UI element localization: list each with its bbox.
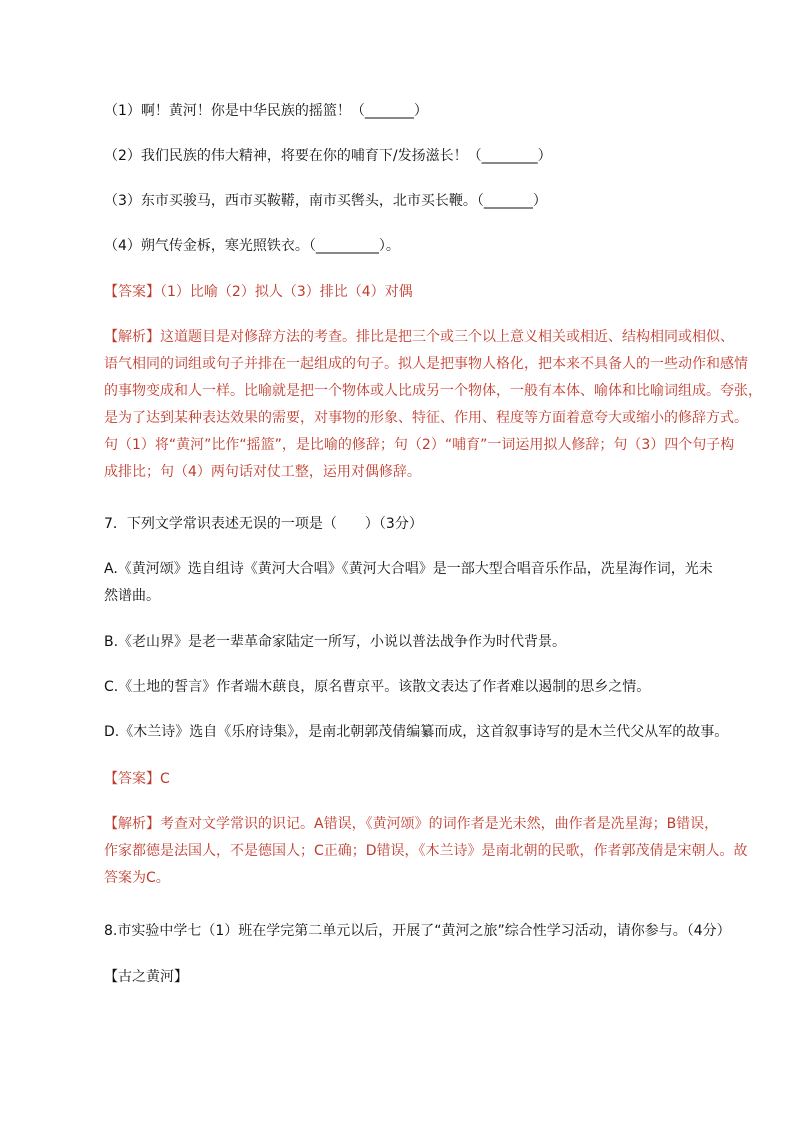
analysis-1-line-6: 成排比；句（4）两句话对仗工整，运用对偶修辞。: [104, 464, 421, 480]
question-8-stem: 8.市实验中学七（1）班在学完第二单元以后，开展了“黄河之旅”综合性学习活动，请你参与。（4分）: [104, 923, 731, 939]
option-b: B.《老山界》是老一辈革命家陆定一所写，小说以普法战争作为时代背景。: [104, 634, 567, 650]
analysis-1-line-5: 句（1）将“黄河”比作“摇篮”，是比喻的修辞；句（2）“哺育”一词运用拟人修辞；句（3）四个句子构: [104, 437, 735, 453]
item-1: （1）啊！黄河！你是中华民族的摇篮！（_______）: [104, 103, 428, 119]
item-3: （3）东市买骏马，西市买鞍鞯，南市买辔头，北市买长鞭。（_______）: [104, 193, 547, 209]
analysis-1-line-2: 语气相同的词组或句子并排在一起组成的句子。拟人是把事物人格化，把本来不具备人的一些动作和感情: [104, 356, 748, 372]
option-d: D.《木兰诗》选自《乐府诗集》，是南北朝郭茂倩编纂而成，这首叙事诗写的是木兰代父从军的故事。: [104, 724, 729, 740]
section-heading: 【古之黄河】: [104, 969, 188, 985]
analysis-1-line-1: 【解析】这道题目是对修辞方法的考查。排比是把三个或三个以上意义相关或相近、结构相同或相似、: [104, 329, 734, 345]
item-2: （2）我们民族的伟大精神，将要在你的哺育下/发扬滋长！（________）: [104, 148, 552, 164]
answer-2-tag: 【答案】: [104, 771, 160, 787]
analysis-2-tag: 【解析】: [104, 816, 160, 832]
analysis-2-line-3: 答案为C。: [104, 870, 170, 886]
question-7-stem: 7．下列文学常识表述无误的一项是（ ）（3分）: [104, 516, 423, 532]
answer-2: [104, 769, 170, 789]
answer-2-text: C: [160, 771, 170, 787]
analysis-1-line-3: 的事物变成和人一样。比喻就是把一个物体或人比成另一个物体，一般有本体、喻体和比喻词组成。夸张，: [104, 383, 762, 399]
item-4: （4）朔气传金柝，寒光照铁衣。（_________）。: [104, 238, 400, 254]
answer-1: [104, 282, 413, 302]
answer-1-text: （1）比喻（2）拟人（3）排比（4）对偶: [160, 284, 413, 300]
analysis-2-line-2: 作家都德是法国人，不是德国人；C正确；D错误，《木兰诗》是南北朝的民歌，作者郭茂倩是宋朝人。故: [104, 843, 748, 859]
answer-1-tag: 【答案】: [104, 284, 160, 300]
option-c: C.《土地的誓言》作者端木蕻良，原名曹京平。该散文表达了作者难以遏制的思乡之情。: [104, 679, 651, 695]
analysis-1-line-4: 是为了达到某种表达效果的需要，对事物的形象、特征、作用、程度等方面着意夸大或缩小的修辞方式。: [104, 410, 748, 426]
analysis-1-tag: 【解析】: [104, 329, 160, 345]
option-a-line-2: 然谱曲。: [104, 588, 160, 604]
analysis-2-line-1: 【解析】考查对文学常识的识记。A错误，《黄河颂》的词作者是光未然，曲作者是冼星海；B错误，: [104, 816, 719, 832]
option-a-line-1: A.《黄河颂》选自组诗《黄河大合唱》《黄河大合唱》是一部大型合唱音乐作品，冼星海作词，光未: [104, 561, 713, 577]
